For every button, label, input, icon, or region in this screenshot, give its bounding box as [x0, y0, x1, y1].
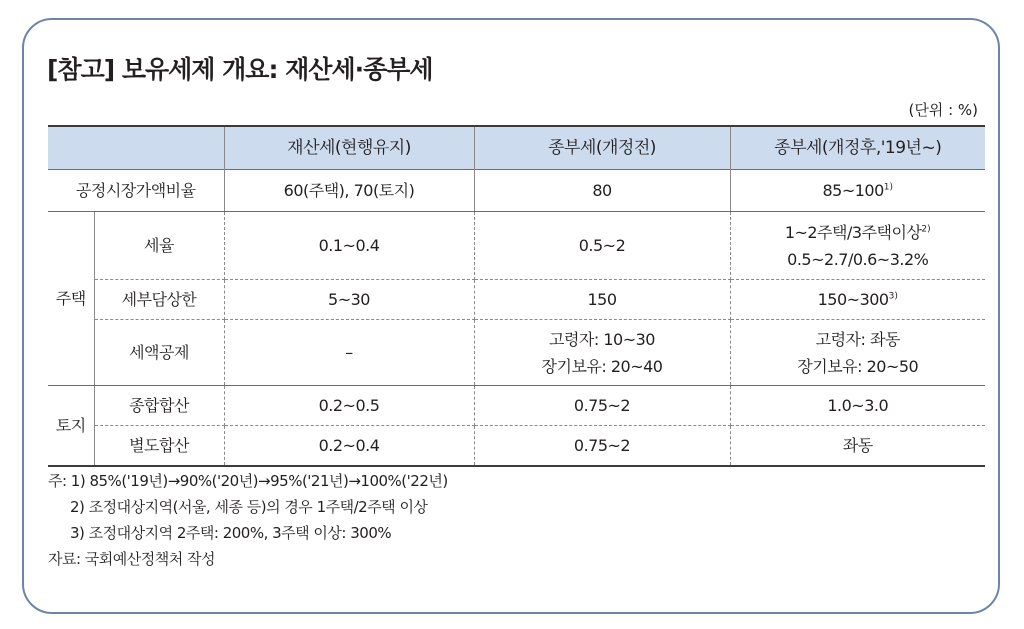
tax-overview-table [48, 125, 985, 467]
cell-text: 장기보유: 20~50 [797, 356, 919, 376]
cell-value: 60(주택), 70(토지) [224, 170, 474, 212]
cell-value: 150 [474, 280, 730, 320]
cell-value: 0.5~2 [474, 212, 730, 280]
cell-value [730, 212, 985, 280]
cell-value: 0.75~2 [474, 426, 730, 466]
footnote-ref: 3) [888, 291, 898, 302]
row-label: 별도합산 [94, 426, 224, 466]
header-comprehensive-tax-before: 종부세(개정전) [474, 126, 730, 170]
unit-label: (단위 : %) [908, 101, 978, 119]
cell-text: 0.5~2.7/0.6~3.2% [787, 249, 929, 269]
cell-value: 0.75~2 [474, 386, 730, 426]
group-label-housing: 주택 [48, 212, 94, 386]
cell-value: – [224, 320, 474, 386]
header-property-tax: 재산세(현행유지) [224, 126, 474, 170]
table-row-burden-cap [48, 280, 985, 320]
cell-text: 1~2주택/3주택이상 [784, 222, 922, 242]
table-header-row [48, 126, 985, 170]
footnotes [48, 468, 448, 572]
table-row-separate-aggregation [48, 426, 985, 466]
row-label: 종합합산 [94, 386, 224, 426]
row-label: 세율 [94, 212, 224, 280]
cell-value: 0.2~0.4 [224, 426, 474, 466]
cell-value: 0.1~0.4 [224, 212, 474, 280]
header-corner [48, 126, 224, 170]
header-comprehensive-tax-after: 종부세(개정후,'19년~) [730, 126, 985, 170]
row-label: 공정시장가액비율 [48, 170, 224, 212]
table-row-fair-market-ratio [48, 170, 985, 212]
cell-text: 고령자: 10~30 [549, 329, 655, 349]
footnote-1: 주: 1) 85%('19년)→90%('20년)→95%('21년)→100%('22년) [48, 472, 448, 490]
table-row-combined-aggregation [48, 386, 985, 426]
footnote-3: 3) 조정대상지역 2주택: 200%, 3주택 이상: 300% [70, 524, 392, 542]
cell-text: 고령자: 좌동 [815, 329, 900, 349]
cell-text: 150~300 [817, 290, 889, 309]
page-title: [참고] 보유세제 개요: 재산세·종부세 [47, 55, 433, 84]
footnote-2: 2) 조정대상지역(서울, 세종 등)의 경우 1주택/2주택 이상 [70, 498, 428, 516]
cell-value [730, 320, 985, 386]
cell-value: 0.2~0.5 [224, 386, 474, 426]
footnote-ref: 2) [921, 224, 931, 235]
row-label: 세부담상한 [94, 280, 224, 320]
cell-text: 85~100 [822, 181, 884, 200]
cell-value [730, 280, 985, 320]
row-label: 세액공제 [94, 320, 224, 386]
cell-value: 5~30 [224, 280, 474, 320]
cell-value: 1.0~3.0 [730, 386, 985, 426]
table-row-tax-rate [48, 212, 985, 280]
table-row-tax-deduction [48, 320, 985, 386]
source-note: 자료: 국회예산정책처 작성 [48, 550, 215, 568]
cell-value: 좌동 [730, 426, 985, 466]
cell-value: 80 [474, 170, 730, 212]
cell-value [474, 320, 730, 386]
cell-value [730, 170, 985, 212]
group-label-land: 토지 [48, 386, 94, 466]
cell-text: 장기보유: 20~40 [541, 356, 663, 376]
footnote-ref: 1) [883, 182, 894, 193]
